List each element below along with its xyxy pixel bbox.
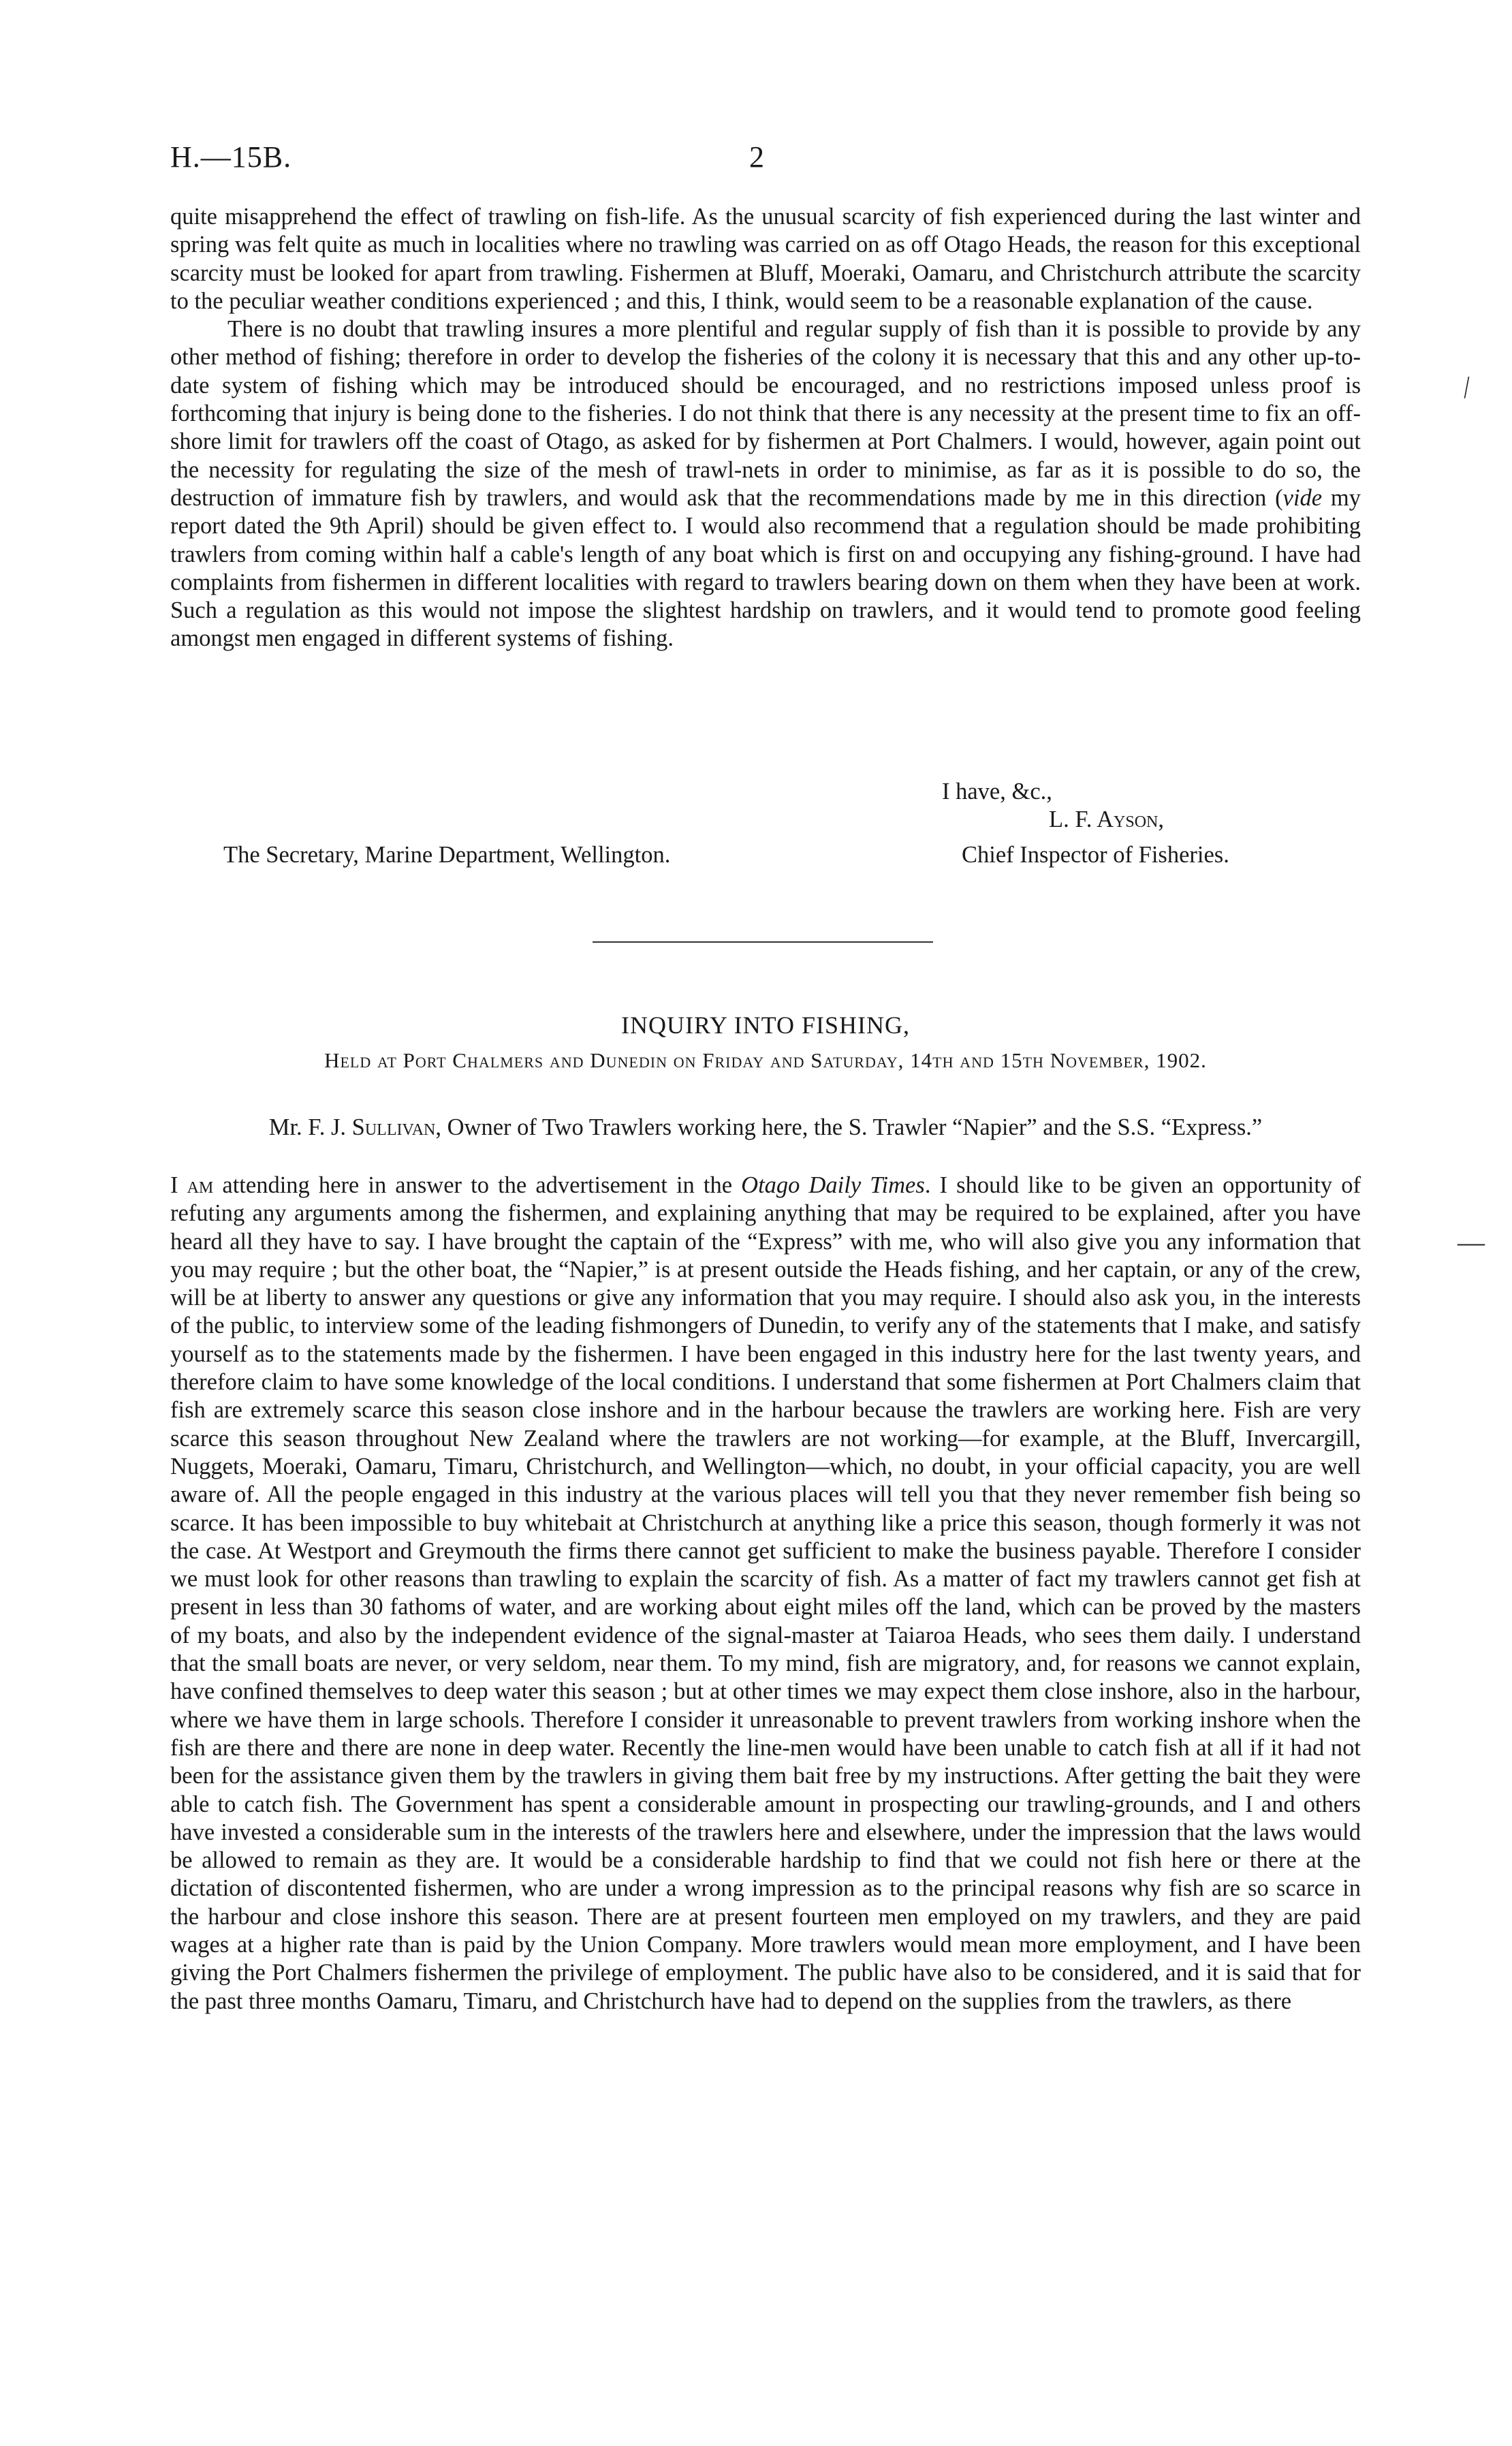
letter-body (170, 203, 1361, 653)
margin-pencil-mark: — (1458, 1227, 1485, 1257)
margin-pencil-mark: ⁄ (1458, 372, 1475, 403)
witness-heading (170, 1114, 1361, 1142)
testimony-body (170, 1172, 1361, 2016)
page-number: 2 (749, 140, 764, 174)
newspaper-name: Otago Daily Times (741, 1172, 925, 1198)
letter-addressee: The Secretary, Marine Department, Wellington. (223, 842, 671, 868)
testimony-text: attending here in answer to the advertisement in the (213, 1172, 742, 1198)
inquiry-title: INQUIRY INTO FISHING, (621, 1012, 910, 1039)
letter-paragraph (170, 315, 1361, 653)
report-reference: H.—15B. (170, 140, 292, 174)
page-header (170, 140, 1328, 181)
italic-word: vide (1282, 484, 1323, 511)
witness-name: Sullivan (351, 1114, 436, 1140)
section-divider (593, 941, 933, 943)
witness-prefix: Mr. F. J. (268, 1114, 352, 1140)
testimony-text: . I should like to be given an opportunity of refuting any arguments among the fishermen, and explaining anything that may be required to be explained, after you have heard all they have to say. I have brought the captain of the “Express” with me, who will also give you any information that you may require ; but the other boat, the “Napier,” is at present outside the Heads fishing, and her captain, or any of the crew, will be at liberty to answer any questions or give any information that you may require. I should also ask you, in the interests of the public, to interview some of the leading fishmongers of Dunedin, to verify any of the statements that I make, and satisfy yourself as to the statements made by the fishermen. I have been engaged in this industry here for the last twenty years, and therefore claim to have some knowledge of the local conditions. I understand that some fishermen at Port Chalmers claim that fish are extremely scarce this season close inshore and in the harbour because the trawlers are working here. Fish are very scarce this season throughout New Zealand where the trawlers are not working—for example, at the Bluff, Invercargill, Nuggets, Moeraki, Oamaru, Timaru, Christchurch, and Wellington—which, no doubt, in your official capacity, you are well aware of. All the people engaged in this industry at the various places will tell you that they never remember fish being so scarce. It has been impossible to buy whitebait at Christchurch at anything like a price this season, though formerly it was not the case. At Westport and Greymouth the firms there cannot get sufficient to make the business payable. Therefore I consider we must look for other reasons than trawling to explain the scarcity of fish. As a matter of fact my trawlers cannot get fish at present in less than 30 fathoms of water, and are working about eight miles off the land, which can be proved by the masters of my boats, and also by the independent evidence of the signal-master at Taiaroa Heads, who sees them daily. I understand that the small boats are never, or very seldom, near them. To my mind, fish are migratory, and, for reasons we cannot explain, have confined themselves to deep water this season ; but at other times we may expect them close inshore, also in the harbour, where we have them in large schools. Therefore I consider it unreasonable to prevent trawlers from working inshore when the fish are there and there are none in deep water. Recently the line-men would have been unable to catch fish at all if it had not been for the assistance given them by the trawlers in giving them bait free by my instructions. After getting the bait they were able to catch fish. The Government has spent a considerable amount in prospecting our trawling-grounds, and I and others have invested a considerable sum in the interests of the trawlers here and elsewhere, under the impression that the laws would be allowed to remain as they are. It would be a considerable hardship to find that we could not fish here or there at the dictation of discontented fishermen, who are under a wrong impression as to the principal reasons why fish are so scarce in the harbour and close inshore this season. There are at present fourteen men employed on my trawlers, and they are paid wages at a higher rate than is paid by the Union Company. More trawlers would mean more employment, and I have been giving the Port Chalmers fishermen the privilege of employment. The public have also to be considered, and it is said that for the past three months Oamaru, Timaru, and Christchurch have had to depend on the supplies from the trawlers, as there (170, 1172, 1361, 2014)
testimony-paragraph (170, 1172, 1361, 2016)
testimony-lead: I am (170, 1172, 214, 1198)
signatory-name: L. F. Ayson, (1049, 806, 1164, 832)
letter-closing: I have, &c., (942, 779, 1052, 804)
witness-description: , Owner of Two Trawlers working here, the S. Trawler “Napier” and the S.S. “Express.” (435, 1114, 1263, 1140)
signatory-title: Chief Inspector of Fisheries. (962, 842, 1229, 868)
letter-text: my report dated the 9th April) should be given effect to. I would also recommend that a regulation should be made prohibiting trawlers from coming within half a cable's length of any boat which is first on and occupying any fishing-ground. I have had complaints from fishermen in different localities with regard to trawlers bearing down on them when they have been at work. Such a regulation as this would not impose the slightest hardship on trawlers, and it would tend to promote good feeling amongst men engaged in different systems of fishing. (170, 484, 1361, 652)
inquiry-subtitle: Held at Port Chalmers and Dunedin on Friday and Saturday, 14th and 15th November, 1902. (324, 1048, 1207, 1072)
letter-paragraph: quite misapprehend the effect of trawling on fish-life. As the unusual scarcity of fish experienced during the last winter and spring was felt quite as much in localities where no trawling was carried on as off Otago Heads, the reason for this exceptional scarcity must be looked for apart from trawling. Fishermen at Bluff, Moeraki, Oamaru, and Christchurch attribute the scarcity to the peculiar weather conditions experienced ; and this, I think, would seem to be a reasonable explanation of the cause. (170, 204, 1361, 314)
letter-text: There is no doubt that trawling insures a more plentiful and regular supply of fish than it is possible to provide by any other method of fishing; therefore in order to develop the fisheries of the colony it is necessary that this and any other up-to-date system of fishing which may be introduced should be encouraged, and no restrictions imposed unless proof is forthcoming that injury is being done to the fisheries. I do not think that there is any necessity at the present time to fix an off-shore limit for trawlers off the coast of Otago, as asked for by fishermen at Port Chalmers. I would, however, again point out the necessity for regulating the size of the mesh of trawl-nets in order to minimise, as far as it is possible to do so, the destruction of immature fish by trawlers, and would ask that the recommendations made by me in this direction ( (170, 316, 1361, 511)
